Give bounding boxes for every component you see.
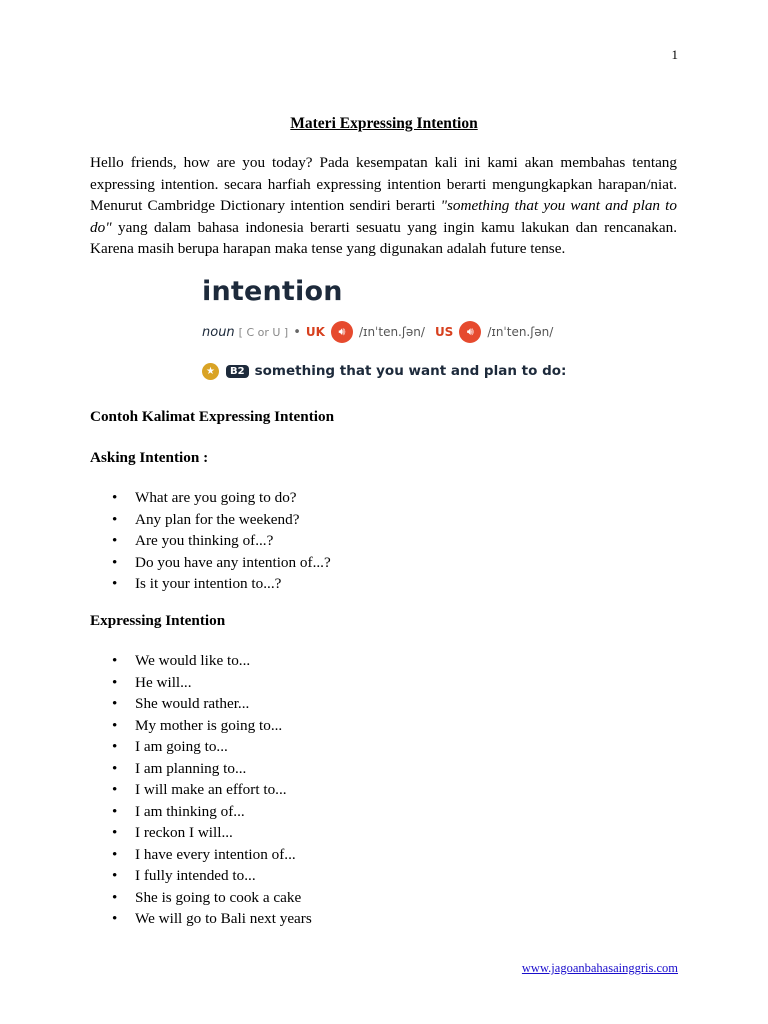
list-item: • I am planning to... <box>112 758 312 780</box>
grammar-code: [ C or U ] <box>238 325 289 339</box>
list-item: • I have every intention of... <box>112 844 312 866</box>
list-item: • Is it your intention to...? <box>112 573 331 595</box>
list-item: • I am going to... <box>112 736 312 758</box>
list-item: • Are you thinking of...? <box>112 530 331 552</box>
list-item: • What are you going to do? <box>112 487 331 509</box>
section-heading-examples: Contoh Kalimat Expressing Intention <box>90 408 335 425</box>
list-item: • She would rather... <box>112 693 312 715</box>
us-pronunciation: /ɪnˈten.ʃən/ <box>487 325 554 339</box>
list-item: • He will... <box>112 672 312 694</box>
section-heading-asking: Asking Intention : <box>90 449 209 466</box>
list-item: • She is going to cook a cake <box>112 887 312 909</box>
list-item: • Any plan for the weekend? <box>112 509 331 531</box>
speaker-icon: 🔊︎ <box>331 321 353 343</box>
dictionary-entry-image <box>200 276 570 388</box>
list-item: • We would like to... <box>112 650 312 672</box>
list-item: • I am thinking of... <box>112 801 312 823</box>
separator-dot: • <box>293 324 301 340</box>
intro-text-end: yang dalam bahasa indonesia berarti sesuatu yang ingin kamu lakukan dan rencanakan. Karena masih berupa harapan maka tense yang digunakan adalah future tense. <box>90 218 677 257</box>
expressing-intention-list <box>112 650 312 930</box>
list-item: • My mother is going to... <box>112 715 312 737</box>
page-title: Materi Expressing Intention <box>290 115 478 132</box>
speaker-icon: 🔊︎ <box>459 321 481 343</box>
page-number: 1 <box>671 47 678 62</box>
list-item: • Do you have any intention of...? <box>112 552 331 574</box>
list-item: • I will make an effort to... <box>112 779 312 801</box>
list-item: • I fully intended to... <box>112 865 312 887</box>
list-item: • I reckon I will... <box>112 822 312 844</box>
dictionary-pronunciation-line <box>202 320 563 344</box>
uk-pronunciation: /ɪnˈten.ʃən/ <box>358 325 425 339</box>
intro-quote: "something that you want and plan to do" <box>90 197 677 236</box>
footer-website-link[interactable]: www.jagoanbahasainggris.com <box>521 961 678 975</box>
section-heading-expressing: Expressing Intention <box>90 612 226 629</box>
us-label: US <box>434 325 454 339</box>
intro-paragraph <box>90 152 677 260</box>
dictionary-definition: something that you want and plan to do: <box>254 363 567 379</box>
asking-intention-list <box>112 487 331 595</box>
list-item: • We will go to Bali next years <box>112 908 312 930</box>
level-badge: B2 <box>226 365 249 378</box>
intro-text-start: Hello friends, how are you today? Pada kesempatan kali ini kami akan membahas tentang expressing intention. secara harfiah expressing intention berarti mengungkapkan harapan/niat. Menurut Cambridge Dictionary intention sendiri berarti <box>90 154 677 214</box>
dictionary-headword: intention <box>202 276 343 307</box>
part-of-speech: noun <box>202 324 235 340</box>
star-icon: ★ <box>202 363 219 380</box>
uk-label: UK <box>305 325 325 339</box>
dictionary-definition-line <box>202 360 566 382</box>
